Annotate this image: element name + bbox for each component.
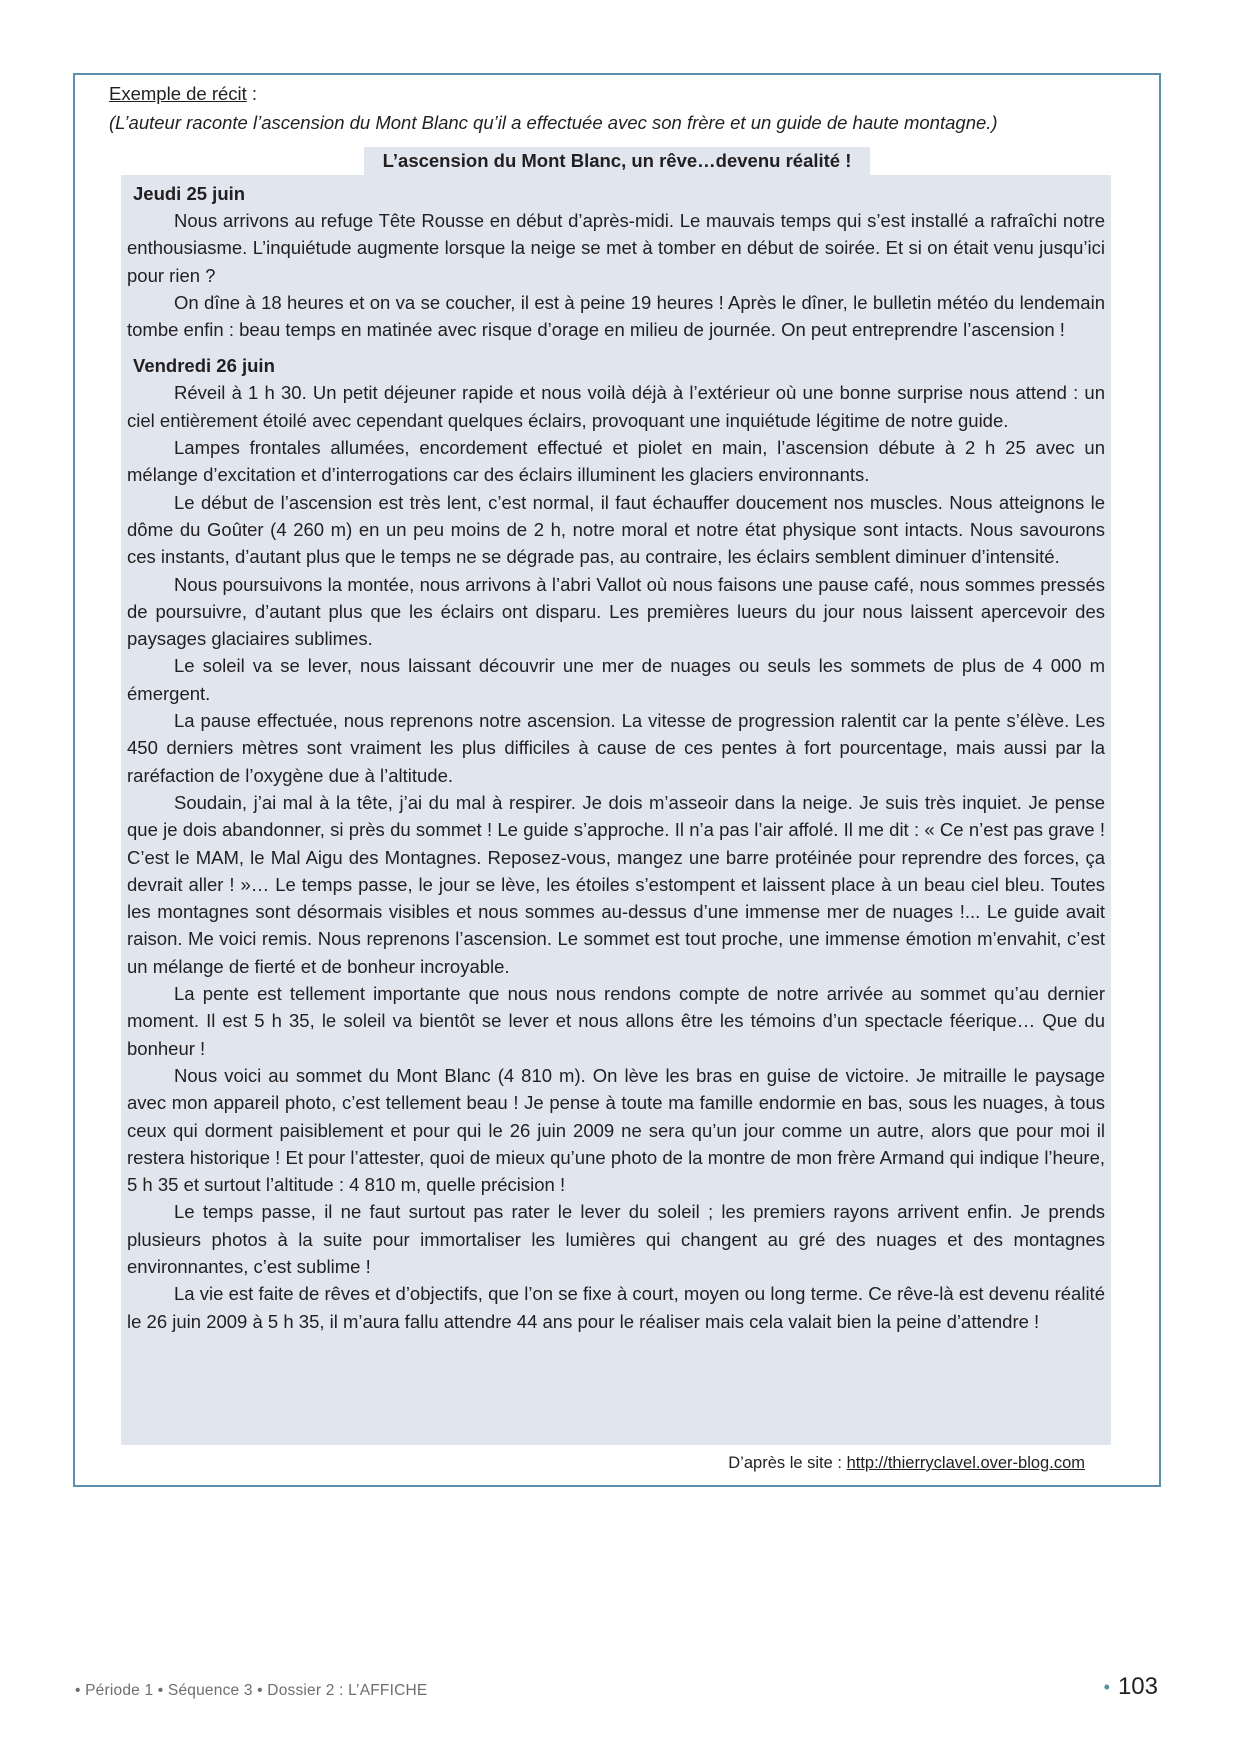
paragraph: Nous arrivons au refuge Tête Rousse en début d’après-midi. Le mauvais temps qui s’est installé a rafraîchi notre enthousiasme. L’inquiétude augmente lorsque la neige se met à tomber en début de soirée. Et si on était venu jusqu’ici pour rien ? bbox=[127, 210, 1105, 286]
paragraph: Réveil à 1 h 30. Un petit déjeuner rapide et nous voilà déjà à l’extérieur où une bonne surprise nous attend : un ciel entièrement étoilé avec cependant quelques éclairs, provoquant une inquiétude légitime de notre guide. bbox=[127, 382, 1105, 431]
source-link[interactable]: http://thierryclavel.over-blog.com bbox=[846, 1454, 1085, 1472]
intro-label-suffix: : bbox=[246, 83, 258, 104]
paragraph: Lampes frontales allumées, encordement effectué et piolet en main, l’ascension débute à 2 h 25 avec un mélange d’excitation et d’interrogations car des éclairs illuminent les glaciers environnants. bbox=[127, 437, 1105, 486]
paragraph: La vie est faite de rêves et d’objectifs, que l’on se fixe à court, moyen ou long terme. Ce rêve-là est devenu réalité le 26 juin 2009 à 5 h 35, il m’aura fallu attendre 44 ans pour le réaliser mais cela valait bien la peine d’attendre ! bbox=[127, 1283, 1105, 1332]
day-heading-2: Vendredi 26 juin bbox=[133, 355, 275, 377]
paragraph: Nous voici au sommet du Mont Blanc (4 810 m). On lève les bras en guise de victoire. Je mitraille le paysage avec mon appareil photo, c’est tellement beau ! Je pense à toute ma famille endormie en bas, sous les nuages, à tous ceux qui dorment paisiblement et pour qui le 26 juin 2009 ne sera qu’un jour comme un autre, alors que pour moi il restera historique ! Et pour l’attester, quoi de mieux qu’une photo de la montre de mon frère Armand qui indique l’heure, 5 h 35 et surtout l’altitude : 4 810 m, quelle précision ! bbox=[127, 1064, 1105, 1196]
story-title: L’ascension du Mont Blanc, un rêve…devenu réalité ! bbox=[364, 147, 870, 175]
footer-breadcrumb: • Période 1 • Séquence 3 • Dossier 2 : L’AFFICHE bbox=[75, 1682, 428, 1699]
paragraph: On dîne à 18 heures et on va se coucher, il est à peine 19 heures ! Après le dîner, le bulletin météo du lendemain tombe enfin : beau temps en matinée avec risque d’orage en milieu de journée. On peut entreprendre l’ascension ! bbox=[127, 291, 1105, 341]
day-heading-1: Jeudi 25 juin bbox=[133, 183, 246, 204]
intro-label-text: Exemple de récit bbox=[109, 83, 247, 104]
page-number-block bbox=[1104, 1673, 1158, 1701]
paragraph: Soudain, j’ai mal à la tête, j’ai du mal à respirer. Je dois m’asseoir dans la neige. Je suis très inquiet. Je pense que je dois abandonner, si près du sommet ! Le guide s’approche. Il n’a pas l’air affolé. Il me dit : « Ce n’est pas grave ! C’est le MAM, le Mal Aigu des Montagnes. Reposez-vous, mangez une barre protéinée pour reprendre des forces, ça devrait aller ! »… Le temps passe, le jour se lève, les étoiles s’estompent et laissent place à un beau ciel bleu. Toutes les montagnes sont désormais visibles et nous sommes au-dessus d’une immense mer de nuages !... Le guide avait raison. Me voici remis. Nous reprenons l’ascension. Le sommet est tout proche, une immense émotion m’envahit, c’est un mélange de fierté et de bonheur incroyable. bbox=[127, 791, 1105, 977]
paragraph: Le début de l’ascension est très lent, c’est normal, il faut échauffer doucement nos muscles. Nous atteignons le dôme du Goûter (4 260 m) en un peu moins de 2 h, notre moral et notre état physique sont intacts. Nous savourons ces instants, d’autant plus que le temps ne se dégrade pas, au contraire, les éclairs semblent diminuer d’intensité. bbox=[127, 491, 1105, 568]
intro-label bbox=[109, 82, 257, 106]
paragraph: Nous poursuivons la montée, nous arrivons à l’abri Vallot où nous faisons une pause café, nous sommes pressés de poursuivre, d’autant plus que les éclairs ont disparu. Les premières lueurs du jour nous laissent apercevoir des paysages glaciaires sublimes. bbox=[127, 573, 1105, 650]
page-bullet: • bbox=[1103, 1677, 1110, 1698]
paragraph: Le temps passe, il ne faut surtout pas rater le lever du soleil ; les premiers rayons arrivent enfin. Je prends plusieurs photos à la suite pour immortaliser les lumières qui changent au gré des nuages et des montagnes environnantes, c’est sublime ! bbox=[127, 1201, 1105, 1277]
page-number: 103 bbox=[1117, 1673, 1158, 1700]
story-box bbox=[121, 175, 1111, 1445]
paragraph: Le soleil va se lever, nous laissant découvrir une mer de nuages ou seuls les sommets de plus de 4 000 m émergent. bbox=[127, 655, 1105, 704]
paragraph: La pente est tellement importante que nous nous rendons compte de notre arrivée au sommet qu’au dernier moment. Il est 5 h 35, le soleil va bientôt se lever et nous allons être les témoins d’un spectacle féerique… Que du bonheur ! bbox=[127, 983, 1105, 1059]
paragraph: La pause effectuée, nous reprenons notre ascension. La vitesse de progression ralentit car la pente s’élève. Les 450 derniers mètres sont vraiment les plus difficiles à cause de ces pentes à fort pourcentage, mais aussi par la raréfaction de l’oxygène due à l’altitude. bbox=[127, 710, 1105, 786]
source-prefix: D’après le site : bbox=[728, 1454, 847, 1472]
source-credit bbox=[728, 1452, 1085, 1474]
intro-context: (L’auteur raconte l’ascension du Mont Blanc qu’il a effectuée avec son frère et un guide de haute montagne.) bbox=[109, 112, 998, 133]
